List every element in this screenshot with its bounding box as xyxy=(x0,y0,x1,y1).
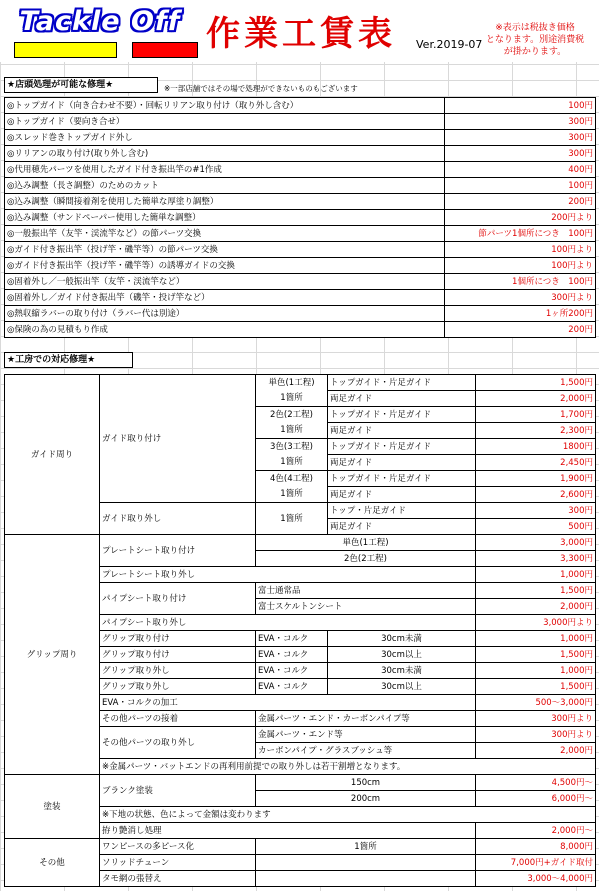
repair-row xyxy=(5,162,596,178)
table-cell: 2,000円〜 xyxy=(476,823,596,839)
table-cell: その他パーツの取り外し xyxy=(100,727,256,759)
table-cell: 150cm xyxy=(256,775,476,791)
table-cell: 30cm未満 xyxy=(328,663,476,679)
repair-row xyxy=(5,306,596,322)
table-cell: 2,000円 xyxy=(476,599,596,615)
table-cell: 6,000円〜 xyxy=(476,791,596,807)
table-cell: 拵り艶消し処理 xyxy=(100,823,476,839)
table-cell: 1,000円 xyxy=(476,663,596,679)
repair-row xyxy=(5,290,596,306)
table-cell: 300円より xyxy=(476,711,596,727)
shop-repair-table xyxy=(4,97,596,338)
table-cell xyxy=(256,871,476,887)
table-cell: 1,900円 xyxy=(476,471,596,487)
table-cell: 500円 xyxy=(476,519,596,535)
repair-item: ◎一般振出竿（友竿・渓流竿など）の節パーツ交換 xyxy=(5,226,445,242)
repair-item: ◎トップガイド（向き合わせ不要）・回転リリアン取り付け（取り外し含む） xyxy=(5,98,445,114)
table-cell: 1,500円 xyxy=(476,375,596,391)
repair-price: 100円より xyxy=(445,242,596,258)
cat-other: その他 xyxy=(5,839,100,887)
table-cell: トップガイド・片足ガイド xyxy=(328,407,476,423)
table-cell: 1箇所 xyxy=(256,503,328,535)
table-cell: 1箇所 xyxy=(256,423,328,439)
repair-item: ◎ガイド付き振出竿（投げ竿・磯竿等）の誘導ガイドの交換 xyxy=(5,258,445,274)
table-cell: ブランク塗装 xyxy=(100,775,256,807)
repair-price: 100円 xyxy=(445,178,596,194)
repair-price: 200円より xyxy=(445,210,596,226)
workshop-repair-table xyxy=(4,374,596,887)
table-cell: 1,500円 xyxy=(476,679,596,695)
table-cell: 7,000円+ガイド取付 xyxy=(476,855,596,871)
table-cell: 1,500円 xyxy=(476,647,596,663)
grip-note: ※金属パーツ・バットエンドの再利用前提での取り外しは若干割増となります。 xyxy=(100,759,596,775)
table-cell: EVA・コルクの加工 xyxy=(100,695,476,711)
repair-price: 200円 xyxy=(445,322,596,338)
repair-price: 1ヶ所200円 xyxy=(445,306,596,322)
repair-row xyxy=(5,322,596,338)
table-cell: 金属パーツ・エンド・カーボンパイプ等 xyxy=(256,711,476,727)
repair-row xyxy=(5,146,596,162)
repair-item: ◎熱収縮ラバーの取り付け（ラバー代は別途） xyxy=(5,306,445,322)
table-cell: 両足ガイド xyxy=(328,391,476,407)
table-cell: 500〜3,000円 xyxy=(476,695,596,711)
table-cell: パイプシート取り外し xyxy=(100,615,476,631)
table-cell: 2,300円 xyxy=(476,423,596,439)
table-cell: 1,000円 xyxy=(476,631,596,647)
table-cell: 2色(2工程) xyxy=(256,551,476,567)
table-cell: 8,000円 xyxy=(476,839,596,855)
repair-row xyxy=(5,274,596,290)
table-cell: 30cm以上 xyxy=(328,679,476,695)
repair-price: 400円 xyxy=(445,162,596,178)
repair-row xyxy=(5,226,596,242)
table-cell: トップガイド・片足ガイド xyxy=(328,471,476,487)
repair-price: 100円 xyxy=(445,98,596,114)
cat-paint: 塗装 xyxy=(5,775,100,839)
table-cell: 300円より xyxy=(476,727,596,743)
table-cell: EVA・コルク xyxy=(256,647,328,663)
table-cell: 1,700円 xyxy=(476,407,596,423)
guide-remove: ガイド取り外し xyxy=(100,503,256,535)
table-cell: カーボンパイプ・グラスブッシュ等 xyxy=(256,743,476,759)
tackle-off-logo xyxy=(14,4,186,56)
guide-attach: ガイド取り付け xyxy=(100,375,256,503)
section1-note: ※一部店舗ではその場で処理ができないものもございます xyxy=(164,84,358,93)
repair-row xyxy=(5,242,596,258)
table-cell: プレートシート取り外し xyxy=(100,567,476,583)
table-cell: 単色(1工程) xyxy=(256,375,328,391)
table-cell: 1,000円 xyxy=(476,567,596,583)
table-cell: 1,500円 xyxy=(476,583,596,599)
table-cell: 1箇所 xyxy=(256,455,328,471)
table-cell: トップガイド・片足ガイド xyxy=(328,439,476,455)
logo-text: Tackle Off xyxy=(19,6,181,37)
repair-item: ◎ガイド付き振出竿（投げ竿・磯竿等）の節パーツ交換 xyxy=(5,242,445,258)
repair-row xyxy=(5,130,596,146)
table-cell: 富士スケルトンシート xyxy=(256,599,476,615)
table-cell: 3,000円より xyxy=(476,615,596,631)
table-cell: グリップ取り付け xyxy=(100,647,256,663)
table-cell: タモ網の張替え xyxy=(100,871,256,887)
table-cell: 2,450円 xyxy=(476,455,596,471)
table-cell: 富士通常品 xyxy=(256,583,476,599)
table-cell: グリップ取り外し xyxy=(100,663,256,679)
paint-note: ※下地の状態、色によって金額は変わります xyxy=(100,807,596,823)
table-cell: EVA・コルク xyxy=(256,679,328,695)
repair-row xyxy=(5,194,596,210)
repair-item: ◎固着外し／一般振出竿（友竿・渓流竿など） xyxy=(5,274,445,290)
logo-yellow-bar xyxy=(14,42,117,58)
repair-price: 300円より xyxy=(445,290,596,306)
repair-row xyxy=(5,178,596,194)
repair-row xyxy=(5,210,596,226)
table-cell: 3色(3工程) xyxy=(256,439,328,455)
repair-price: 100円より xyxy=(445,258,596,274)
table-cell: グリップ取り外し xyxy=(100,679,256,695)
table-cell: トップ・片足ガイド xyxy=(328,503,476,519)
table-cell: プレートシート取り付け xyxy=(100,535,256,567)
table-cell xyxy=(256,855,476,871)
tax-note: ※表示は税抜き価格 となります。別途消費税 が掛かります。 xyxy=(485,23,585,57)
table-cell: 2,000円 xyxy=(476,743,596,759)
table-cell: 3,000円 xyxy=(476,535,596,551)
repair-price: 200円 xyxy=(445,194,596,210)
repair-row xyxy=(5,258,596,274)
table-cell: 1800円 xyxy=(476,439,596,455)
table-cell: 両足ガイド xyxy=(328,455,476,471)
table-cell: その他パーツの接着 xyxy=(100,711,256,727)
repair-price: 300円 xyxy=(445,130,596,146)
section1-heading: ★店頭処理が可能な修理★ xyxy=(4,77,158,93)
table-cell: 1箇所 xyxy=(256,839,476,855)
table-cell: EVA・コルク xyxy=(256,663,328,679)
table-cell: 両足ガイド xyxy=(328,487,476,503)
repair-row xyxy=(5,114,596,130)
repair-price: 300円 xyxy=(445,146,596,162)
table-cell: 1箇所 xyxy=(256,487,328,503)
repair-item: ◎込み調整（サンドペーパー使用した簡単な調整） xyxy=(5,210,445,226)
logo-red-bar xyxy=(132,42,198,58)
table-cell: ワンピースの多ピース化 xyxy=(100,839,256,855)
repair-item: ◎保険の為の見積もり作成 xyxy=(5,322,445,338)
section2-heading: ★工房での対応修理★ xyxy=(4,352,133,368)
repair-price: 1個所につき 100円 xyxy=(445,274,596,290)
table-cell: 3,000〜4,000円 xyxy=(476,871,596,887)
table-cell: EVA・コルク xyxy=(256,631,328,647)
table-cell: 2,600円 xyxy=(476,487,596,503)
repair-item: ◎込み調整（瞬間接着剤を使用した簡単な厚塗り調整） xyxy=(5,194,445,210)
page-title: 作業工賃表 xyxy=(206,14,396,54)
table-cell: 金属パーツ・エンド等 xyxy=(256,727,476,743)
repair-item: ◎代用穂先パーツを使用したガイド付き振出竿の#1作成 xyxy=(5,162,445,178)
table-cell: 30cm未満 xyxy=(328,631,476,647)
repair-price: 300円 xyxy=(445,114,596,130)
table-cell: 2,000円 xyxy=(476,391,596,407)
table-cell: 3,300円 xyxy=(476,551,596,567)
repair-item: ◎リリアンの取り付け(取り外し含む) xyxy=(5,146,445,162)
table-cell: 4色(4工程) xyxy=(256,471,328,487)
table-cell: 両足ガイド xyxy=(328,423,476,439)
repair-item: ◎トップガイド（要向き合せ） xyxy=(5,114,445,130)
table-cell: 30cm以上 xyxy=(328,647,476,663)
repair-item: ◎込み調整（長さ調整）のためのカット xyxy=(5,178,445,194)
header xyxy=(0,0,599,62)
table-cell: 2色(2工程) xyxy=(256,407,328,423)
version-label: Ver.2019-07 xyxy=(416,38,483,51)
cat-grip: グリップ周り xyxy=(5,535,100,775)
repair-price: 節パーツ1個所につき 100円 xyxy=(445,226,596,242)
table-cell: トップガイド・片足ガイド xyxy=(328,375,476,391)
table-cell: ソリッドチューン xyxy=(100,855,256,871)
table-cell: グリップ取り付け xyxy=(100,631,256,647)
table-cell: 300円 xyxy=(476,503,596,519)
table-cell: 1箇所 xyxy=(256,391,328,407)
repair-row xyxy=(5,98,596,114)
table-cell: パイプシート取り付け xyxy=(100,583,256,615)
cat-guide: ガイド周り xyxy=(5,375,100,535)
repair-item: ◎スレッド巻きトップガイド外し xyxy=(5,130,445,146)
table-cell: 単色(1工程) xyxy=(256,535,476,551)
table-cell: 両足ガイド xyxy=(328,519,476,535)
repair-item: ◎固着外し／ガイド付き振出竿（磯竿・投げ竿など） xyxy=(5,290,445,306)
table-cell: 4,500円〜 xyxy=(476,775,596,791)
table-cell: 200cm xyxy=(256,791,476,807)
